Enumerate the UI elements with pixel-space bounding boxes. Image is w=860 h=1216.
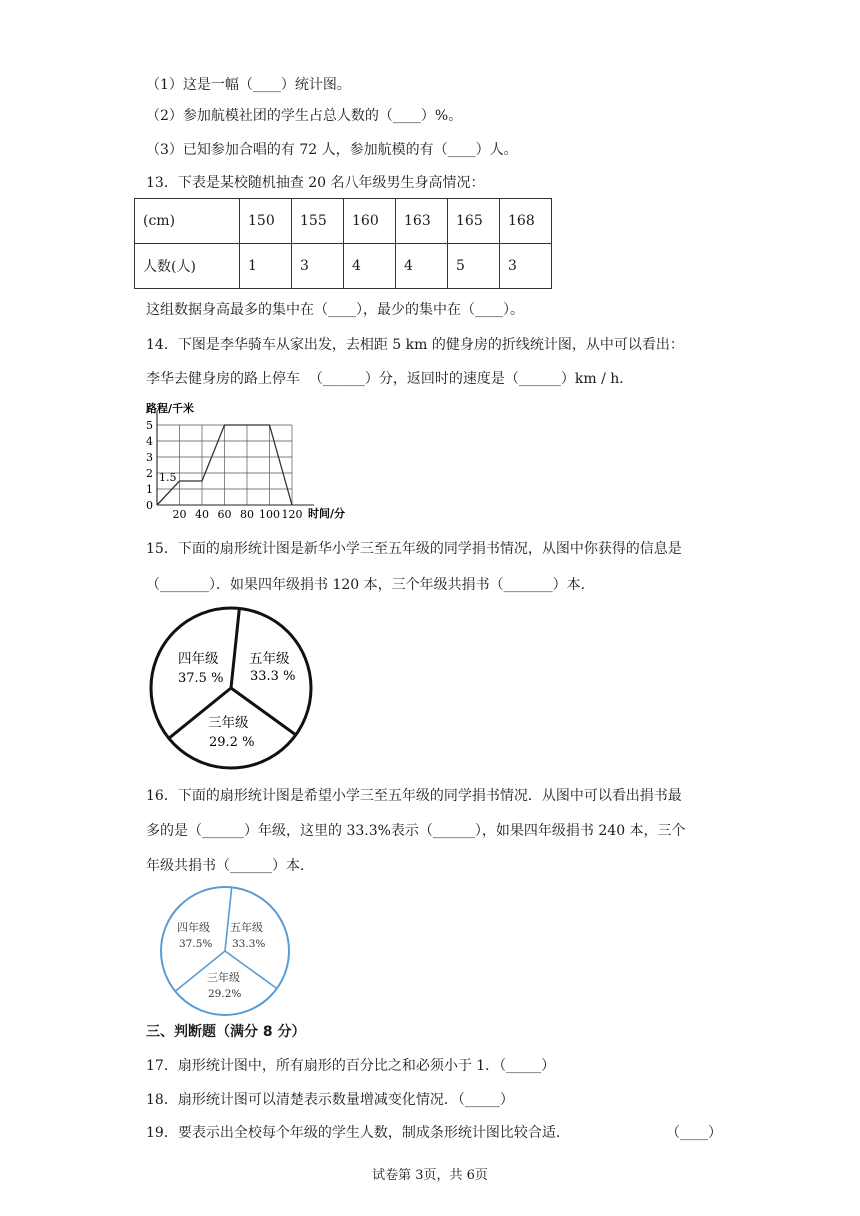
annotation-label: 1.5 [159, 471, 177, 484]
question-14-line-2: 李华去健身房的路上停车 （______）分，返回时的速度是（______）km / h． [146, 371, 634, 387]
table-cell: 人数(人) [135, 244, 240, 289]
question-12-part-3: （3）已知参加合唱的有 72 人，参加航模的有（____）人。 [146, 142, 518, 158]
table-cell: 163 [396, 199, 448, 244]
donation-pie-chart-xinhua [148, 606, 314, 772]
question-19: 19．要表示出全校每个年级的学生人数，制成条形统计图比较合适． [146, 1125, 570, 1141]
table-row [135, 244, 552, 289]
question-16-line-2: 多的是（______）年级，这里的 33.3%表示（______），如果四年级捐书 240 本，三个 [146, 823, 686, 839]
question-12-part-2: （2）参加航模社团的学生占总人数的（____）%。 [146, 108, 463, 124]
slice-label: 四年级 [178, 651, 219, 667]
distance-time-line-chart [140, 398, 370, 524]
y-tick-label: 3 [146, 451, 153, 464]
height-table [134, 198, 552, 289]
question-16-line-1: 16．下面的扇形统计图是希望小学三至五年级的同学捐书情况．从图中可以看出捐书最 [146, 788, 682, 804]
page-footer: 试卷第 3页，共 6页 [372, 1168, 488, 1183]
table-cell: 150 [240, 199, 292, 244]
question-13: 13．下表是某校随机抽查 20 名八年级男生身高情况： [146, 175, 485, 191]
y-tick-label: 1 [146, 483, 153, 496]
slice-label: 四年级 [177, 921, 210, 934]
table-cell: 3 [500, 244, 552, 289]
x-tick-label: 20 [172, 508, 187, 521]
slice-percent: 37.5 % [178, 671, 224, 686]
x-tick-label: 80 [240, 508, 254, 521]
question-17: 17．扇形统计图中，所有扇形的百分比之和必须小于 1．（_____） [146, 1058, 556, 1074]
slice-label: 三年级 [208, 715, 249, 731]
pie-slice-divider [225, 887, 232, 951]
question-19-blank: （____） [666, 1125, 722, 1141]
question-12-part-1: （1）这是一幅（____）统计图。 [146, 77, 351, 93]
x-tick-label: 40 [195, 508, 209, 521]
y-tick-label: 5 [146, 419, 153, 432]
table-header-row [135, 199, 552, 244]
x-tick-label: 60 [217, 508, 232, 521]
slice-label: 三年级 [207, 971, 240, 984]
slice-percent: 29.2% [208, 988, 242, 1000]
slice-label: 五年级 [249, 651, 290, 667]
slice-percent: 37.5% [179, 938, 213, 950]
table-cell: 4 [344, 244, 396, 289]
table-cell: 1 [240, 244, 292, 289]
table-cell: 4 [396, 244, 448, 289]
table-cell: (cm) [135, 199, 240, 244]
x-tick-label: 100 [259, 508, 280, 521]
table-cell: 3 [292, 244, 344, 289]
table-cell: 155 [292, 199, 344, 244]
slice-label: 五年级 [230, 921, 263, 934]
table-cell: 168 [500, 199, 552, 244]
x-tick-label: 120 [281, 508, 303, 521]
y-axis-label: 路程/千米 [146, 402, 195, 415]
table-cell: 160 [344, 199, 396, 244]
question-13-blanks: 这组数据身高最多的集中在（____），最少的集中在（____）。 [146, 302, 524, 318]
y-tick-label: 4 [146, 435, 153, 448]
question-16-line-3: 年级共捐书（______）本． [146, 858, 314, 874]
donation-pie-chart-xiwang [158, 885, 294, 1021]
question-18: 18．扇形统计图可以清楚表示数量增减变化情况．（_____） [146, 1092, 514, 1108]
x-axis-label: 时间/分 [308, 507, 346, 520]
section-3-heading: 三、判断题（满分 8 分） [146, 1024, 306, 1040]
table-cell: 165 [448, 199, 500, 244]
question-14-line-1: 14．下图是李华骑车从家出发，去相距 5 km 的健身房的折线统计图，从中可以看出： [146, 337, 684, 353]
question-15-line-2: （_______）．如果四年级捐书 120 本，三个年级共捐书（_______）本． [146, 577, 595, 593]
slice-percent: 29.2 % [209, 735, 255, 750]
y-tick-label: 2 [146, 467, 153, 480]
y-tick-label: 0 [146, 499, 153, 512]
question-15-line-1: 15．下面的扇形统计图是新华小学三至五年级的同学捐书情况，从图中你获得的信息是 [146, 541, 682, 557]
slice-percent: 33.3% [232, 938, 266, 950]
table-cell: 5 [448, 244, 500, 289]
pie-slice-divider [231, 608, 239, 688]
slice-percent: 33.3 % [250, 669, 296, 684]
